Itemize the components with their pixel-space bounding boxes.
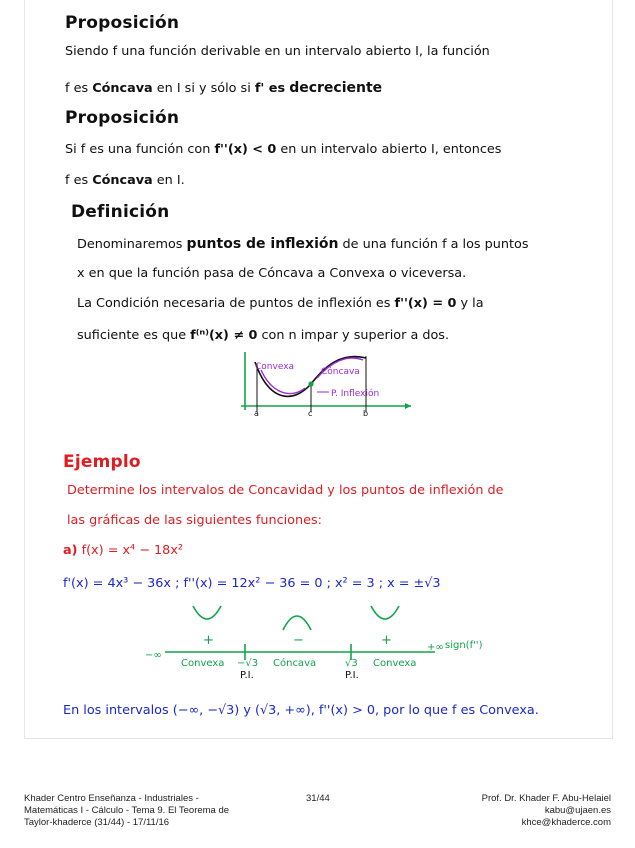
label-concava: Cóncava [321,367,360,377]
point-pos-root3: √3 [345,658,358,669]
definition-text-d: La Condición necesaria de puntos de inflexión es [77,296,391,311]
proposition-2-text-d: f es [65,173,89,188]
definition-text-c: de una función f a los puntos [342,237,529,252]
second-derivative-negative: f''(x) < 0 [214,142,277,157]
footer-author: Prof. Dr. Khader F. Abu-Helaiel [481,793,611,804]
region-convexa-left: Convexa [181,658,225,669]
definition-line-2: x en que la función pasa de Cóncava a Convexa o viceversa. [77,266,467,281]
concava-term-2: Cóncava [92,173,153,188]
inflection-point-diagram [221,348,421,418]
footer-right [482,793,611,829]
proposition-2-heading: Proposición [65,108,180,128]
concava-term: Cóncava [92,81,153,96]
definition-text-f: suficiente es que [77,328,187,343]
inflection-dot [308,381,313,386]
sign-plus-left: + [203,633,214,648]
example-function [63,543,183,558]
proposition-1-heading: Proposición [65,13,180,33]
tick-label-c: c [308,409,313,418]
proposition-1-line-1: Siendo f una función derivable en un intervalo abierto I, la función [65,44,490,59]
convexa-highlight [261,370,305,394]
definition-text-e: y la [460,296,484,311]
footer-email-2: khce@khaderce.com [521,817,611,828]
puntos-inflexion-term: puntos de inflexión [186,236,339,252]
inflection-point-2: P.I. [345,670,359,680]
sign-minus: − [293,633,304,648]
proposition-2-text-c: en un intervalo abierto I, entonces [280,142,502,157]
footer-page-number: 31/44 [306,793,330,804]
proposition-1-line-2 [65,80,382,96]
region-concava: Cóncava [273,658,317,669]
part-a-label: a) [63,543,78,558]
definition-line-4 [77,328,449,343]
conclusion-line: En los intervalos (−∞, −√3) y (√3, +∞), f''(x) > 0, por lo que f es Convexa. [63,703,539,718]
example-line-1: Determine los intervalos de Concavidad y los puntos de inflexión de [67,483,504,498]
sufficient-condition: f⁽ⁿ⁾(x) ≠ 0 [190,328,258,343]
sign-plus-right: + [381,633,392,648]
proposition-2-text-e: en I. [156,173,185,188]
derivative-term: f' es [254,81,286,96]
proposition-2-text-a: Si f es una función con [65,142,211,157]
pos-infinity: +∞ [427,642,444,653]
example-line-2: las gráficas de las siguientes funciones: [67,513,322,528]
example-heading: Ejemplo [63,452,141,472]
sign-axis-label: sign(f'') [445,640,483,651]
inflection-point-1: P.I. [240,670,254,680]
necessary-condition: f''(x) = 0 [394,296,457,311]
label-convexa: Convexa [255,362,295,372]
definition-line-1 [77,236,529,252]
neg-infinity: −∞ [145,650,162,661]
definition-line-3 [77,296,484,311]
concave-glyph-middle [283,616,311,630]
decreciente-term: decreciente [289,80,383,96]
region-convexa-right: Convexa [373,658,417,669]
x-axis-arrow [405,403,411,409]
proposition-2-line-2 [65,173,185,188]
label-inflexion: P. Inflexión [331,389,380,399]
proposition-1-text-a: f es [65,81,89,96]
footer-left-line-2: Matemáticas I - Cálculo - Tema 9. El Teorema de [24,805,230,816]
convex-glyph-left [193,606,221,619]
definition-heading: Definición [71,202,170,222]
definition-text-g: con n impar y superior a dos. [261,328,450,343]
convex-glyph-right [371,606,399,619]
footer-email-1: kabu@ujaen.es [544,805,611,816]
point-neg-root3: −√3 [237,658,259,669]
document-page [24,0,613,739]
proposition-1-text-c: en I si y sólo si [156,81,251,96]
function-definition: f(x) = x⁴ − 18x² [81,543,184,558]
tick-label-a: a [254,409,259,418]
proposition-2-line-1 [65,142,501,157]
footer-left [24,793,229,829]
derivatives-line: f'(x) = 4x³ − 36x ; f''(x) = 12x² − 36 = 0 ; x² = 3 ; x = ±√3 [63,576,441,591]
footer-left-line-3: Taylor-khaderce (31/44) - 17/11/16 [24,817,170,828]
footer-left-line-1: Khader Centro Enseñanza - Industriales - [24,793,199,804]
definition-text-a: Denominaremos [77,237,183,252]
sign-chart [145,600,505,680]
tick-label-b: b [363,409,369,418]
